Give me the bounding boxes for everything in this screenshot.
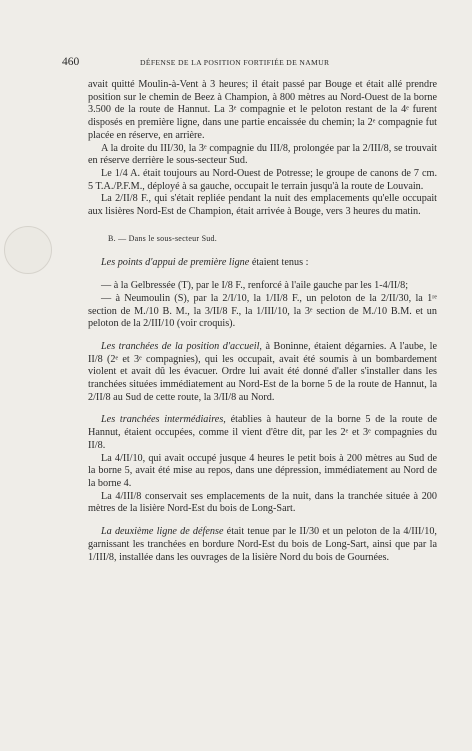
paragraph-text: établies à hauteur de la borne 5 de la route de Hannut, étaient occupées, comme il vient d'être dit, par les 2ᵉ et 3ᵉ compagnies du II/8. [88,414,437,451]
running-title: DÉFENSE DE LA POSITION FORTIFIÉE DE NAMUR [140,58,330,67]
body-text [88,79,437,564]
page-number: 460 [62,56,80,68]
paragraph-continuation: avait quitté Moulin-à-Vent à 3 heures; il était passé par Bouge et était allé prendre position sur le chemin de Beez à Champion, à 800 mètres au Nord-Ouest de la borne 3.500 de la route de Hannut. La 3ᵉ compagnie et le peloton restant de la 4ᵉ furent disposés en première ligne, dans une partie encaissée du chemin; la 2ᵉ compagnie fut placée en réserve, en arrière. [88,79,437,141]
paragraph: — à la Gelbressée (T), par le I/8 F., renforcé à l'aile gauche par les 1-4/II/8; [101,280,409,292]
paragraph-emphasis: Les tranchées de la position d'accueil, [101,340,262,352]
paragraph: La 4/III/8 conservait ses emplacements de la nuit, dans la tranchée située à 200 mètres de la lisière Nord-Est du bois de Long-Sart. [88,490,437,515]
page-header [62,56,450,70]
paragraph-emphasis: Les points d'appui de première ligne [101,257,250,269]
paragraph: La 4/II/10, qui avait occupé jusque 4 heures le petit bois à 200 mètres au Sud de la borne 5, avait été mise au repos, dans une dépression, immédiatement au Nord de la borne 4. [88,452,437,489]
punch-hole [4,226,52,274]
paragraph-emphasis: Les tranchées intermédiaires, [101,414,226,426]
paragraph [88,257,437,270]
paragraph: La 2/II/8 F., qui s'était repliée pendant la nuit des emplacements qu'elle occupait aux lisières Nord-Est de Champion, était arrivée à Bouge, vers 3 heures du matin. [88,193,437,218]
paragraph: Le 1/4 A. était toujours au Nord-Ouest de Potresse; le groupe de canons de 7 cm. 5 T.A./P.F.M., déployé à sa gauche, occupait le terrain jusqu'à la route de Louvain. [88,167,437,192]
paragraph-text: était tenue par le II/30 et un peloton de la 4/III/10, garnissant les tranchées en bordure Nord-Est du bois de Long-Sart, ainsi que par la 1/III/8, installée dans les ouvrages de la lisière Nord du bois de Gournées. [88,526,437,563]
paragraph [88,341,437,405]
paragraph-emphasis: La deuxième ligne de défense [101,526,224,538]
paragraph-text: à Boninne, étaient dégarnies. A l'aube, le II/8 (2ᵉ et 3ᵉ compagnies), qui les occupait, avait été soumis à un bombardement violent et avait dû les évacuer. Ordre lui avait été donné d'aller s'installer dans les tranchées situées immédiatement au Nord-Est de la borne 5 de la route de Hannut, la 2/II/8 au Sud de cette route, la 3/II/8 au Nord. [88,340,437,403]
paragraph-text: étaient tenus : [249,257,309,269]
paragraph: A la droite du III/30, la 3ᵉ compagnie du III/8, prolongée par la 2/III/8, se trouvait en réserve derrière le sous-secteur Sud. [88,142,437,167]
paragraph: — à Neumoulin (S), par la 2/I/10, la 1/II/8 F., un peloton de la 2/II/30, la 1ʳᵉ section de M./10 B. M., la 3/II/8 F., la 1/III/10, la 3ᵉ section de M./10 B.M. et un peloton de la 2/III/10 (voir croquis). [88,292,437,330]
paragraph [88,414,437,452]
paragraph [88,526,437,564]
section-heading: B. — Dans le sous-secteur Sud. [108,233,218,243]
